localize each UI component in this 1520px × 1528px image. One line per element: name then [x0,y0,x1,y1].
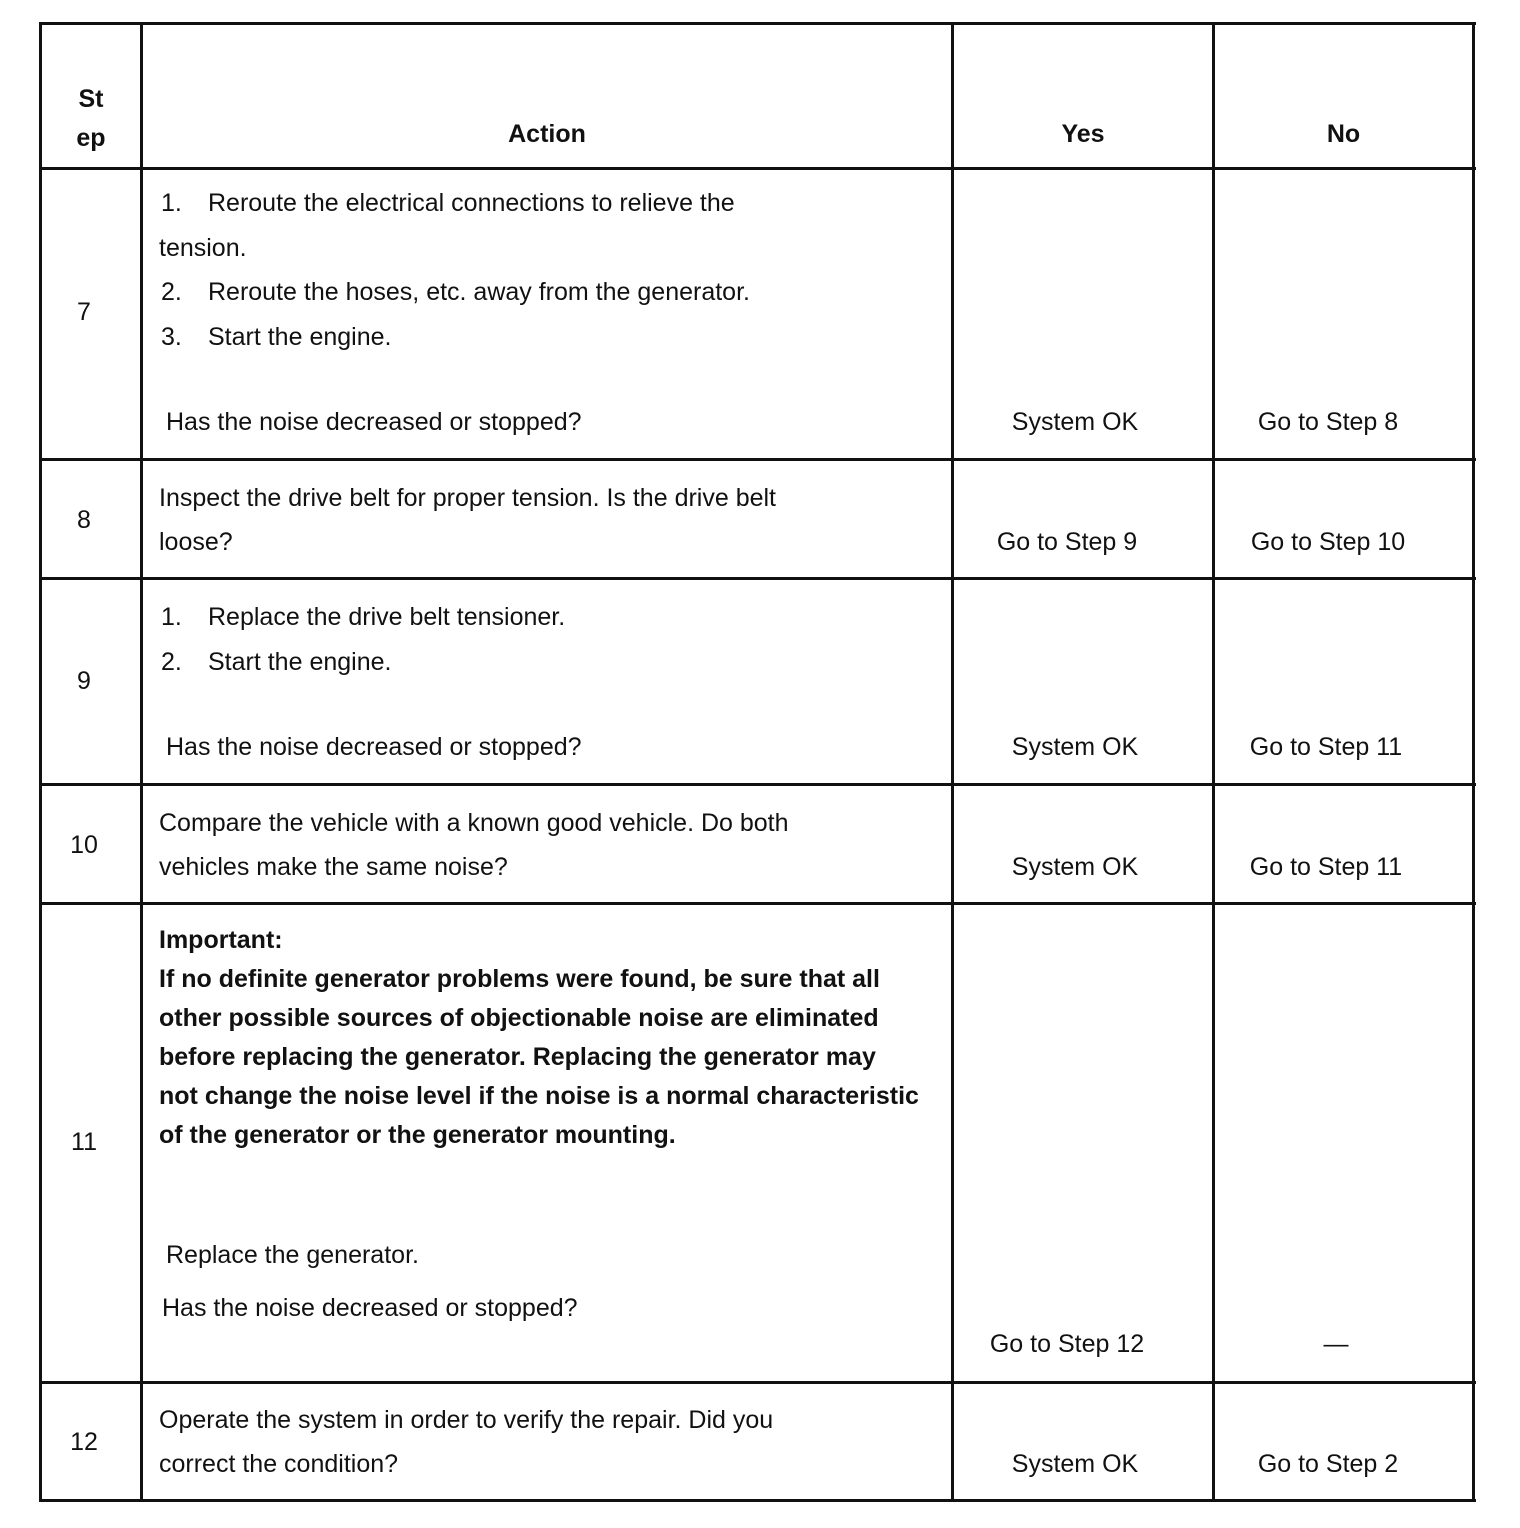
border-left [39,22,42,1502]
list-item-number: 3. [161,323,182,351]
action-text-line2: vehicles make the same noise? [159,853,508,881]
no-result: Go to Step 2 [1257,1450,1399,1478]
step-number: 12 [70,1428,98,1456]
no-result: — [1323,1330,1349,1358]
important-label: Important: [159,926,283,954]
list-item-text: Start the engine. [208,648,392,676]
action-text-line1: Compare the vehicle with a known good vehicle. Do both [159,809,789,837]
question-text: Has the noise decreased or stopped? [166,408,582,436]
list-item-text: Start the engine. [208,323,392,351]
list-item-text: Replace the drive belt tensioner. [208,603,566,631]
list-item [161,189,735,218]
col-sep-step [140,22,143,1502]
list-item-number: 1. [161,189,182,217]
border-top [39,22,1476,25]
row-sep-10 [39,902,1476,905]
header-step [42,80,140,158]
col-sep-yes [1212,22,1215,1502]
important-note: If no definite generator problems were found, be sure that all other possible sources of objectionable noise are eliminated before replacing the generator. Replacing the generator may not change the noise level if the noise is a normal characteristic of the generator or the generator mounting. [159,965,919,1149]
question-text: Has the noise decreased or stopped? [162,1294,578,1322]
row-sep-header [39,167,1476,170]
list-item-number: 2. [161,648,182,676]
list-item-number: 2. [161,278,182,306]
header-step-line2: ep [76,124,106,152]
header-no: No [1326,120,1361,148]
col-sep-action [951,22,954,1502]
header-step-line1: St [78,85,104,113]
list-item [161,603,565,632]
yes-result: System OK [1011,853,1139,881]
header-action: Action [508,120,586,148]
list-item-text: Reroute the electrical connections to relieve the [208,189,735,217]
step-number: 8 [77,506,91,534]
list-item-continuation: tension. [159,234,247,262]
action-text-line1: Operate the system in order to verify the repair. Did you [159,1406,774,1434]
step-number: 7 [77,298,91,326]
action-text-line1: Inspect the drive belt for proper tension. Is the drive belt [159,484,777,512]
question-text: Has the noise decreased or stopped? [166,733,582,761]
row-sep-9 [39,783,1476,786]
yes-result: Go to Step 12 [989,1330,1145,1358]
list-item-text: Reroute the hoses, etc. away from the generator. [208,278,750,306]
yes-result: System OK [1011,408,1139,436]
yes-result: System OK [1011,1450,1139,1478]
action-text: Replace the generator. [166,1241,419,1269]
row-sep-7 [39,458,1476,461]
no-result: Go to Step 10 [1250,528,1406,556]
row-sep-8 [39,577,1476,580]
step-number: 11 [71,1128,97,1156]
border-bottom [39,1499,1476,1502]
step-number: 10 [70,831,98,859]
step-number: 9 [77,667,91,695]
header-yes: Yes [1061,120,1105,148]
list-item [161,648,391,677]
list-item [161,278,750,307]
border-right [1472,22,1475,1502]
no-result: Go to Step 11 [1249,733,1403,761]
action-text-line2: loose? [159,528,233,556]
yes-result: Go to Step 9 [996,528,1138,556]
no-result: Go to Step 8 [1257,408,1399,436]
row-sep-11 [39,1381,1476,1384]
no-result: Go to Step 11 [1249,853,1403,881]
list-item [161,323,391,352]
action-text-line2: correct the condition? [159,1450,399,1478]
list-item-number: 1. [161,603,182,631]
yes-result: System OK [1011,733,1139,761]
